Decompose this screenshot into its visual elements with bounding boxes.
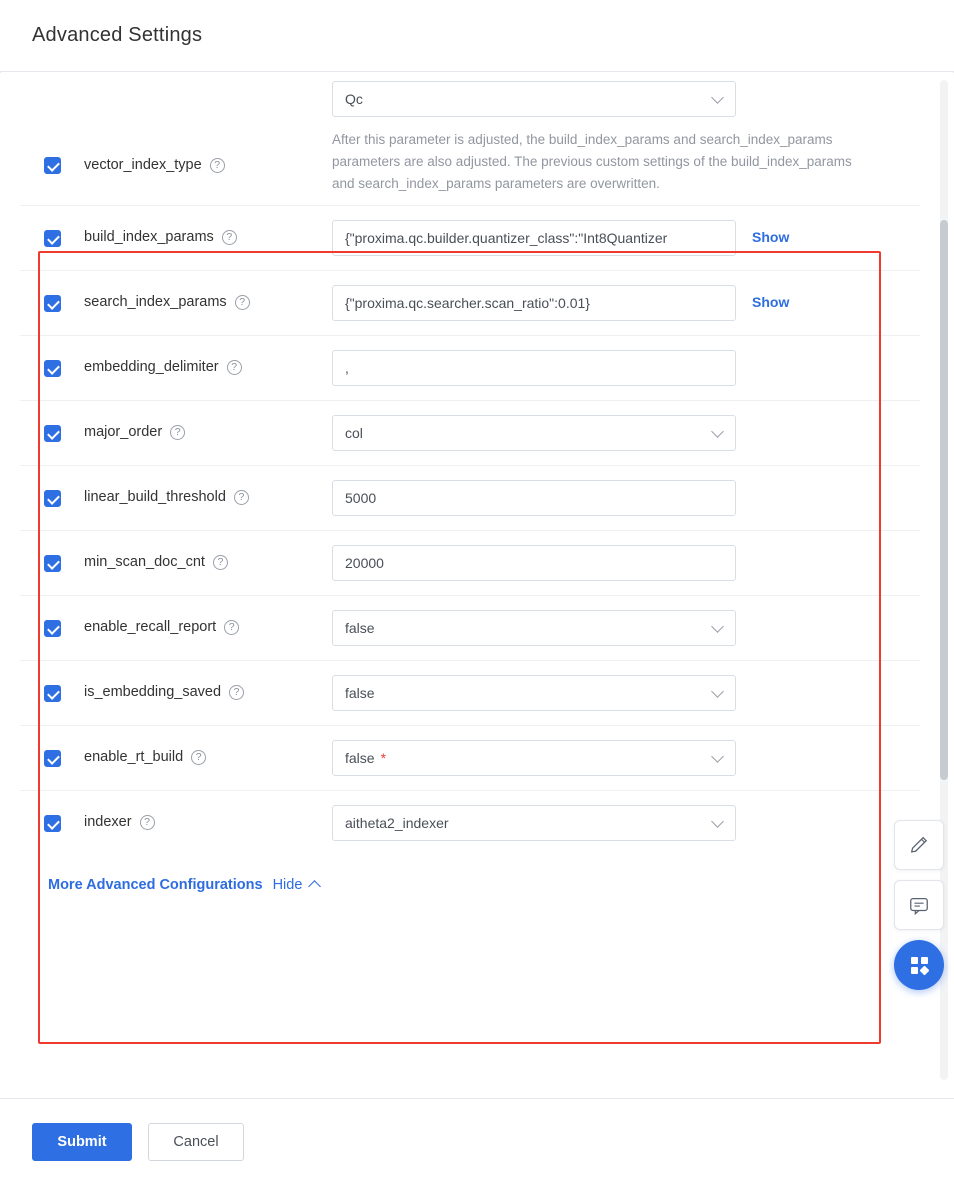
row-label-cell [84,415,332,440]
label-build-index-params: build_index_params [84,229,214,245]
row-checkbox-cell [20,545,84,572]
row-field-cell [332,805,920,841]
input-embedding-delimiter[interactable] [332,350,736,386]
chevron-down-icon [711,91,724,104]
row-label-cell [84,480,332,505]
row-field-cell [332,675,920,711]
row-checkbox-cell [20,81,84,174]
cancel-button[interactable]: Cancel [148,1123,244,1161]
row-field-cell [332,81,920,195]
input-value: {"proxima.qc.searcher.scan_ratio":0.01} [345,295,590,311]
label-enable-recall-report: enable_recall_report [84,619,217,635]
row-checkbox-cell [20,220,84,247]
row-checkbox-cell [20,480,84,507]
help-icon[interactable]: ? [222,230,237,245]
form-row-enable-rt-build [20,726,920,791]
chevron-down-icon [711,425,724,438]
row-label-cell [84,545,332,570]
row-label-cell [84,285,332,310]
row-checkbox-cell [20,610,84,637]
label-vector-index-type: vector_index_type [84,157,202,173]
select-value: Qc [345,91,363,107]
help-icon[interactable]: ? [210,158,225,173]
settings-form [20,73,920,899]
input-linear-build-threshold[interactable] [332,480,736,516]
row-field-cell [332,740,920,776]
row-checkbox-cell [20,350,84,377]
select-value: col [345,425,363,441]
input-min-scan-doc-cnt[interactable] [332,545,736,581]
select-vector-index-type[interactable] [332,81,736,117]
help-icon[interactable]: ? [191,750,206,765]
input-value: 20000 [345,555,384,571]
chevron-down-icon [711,750,724,763]
page-title: Advanced Settings [32,24,203,46]
show-link-build-index-params[interactable]: Show [752,229,790,245]
form-row-enable-recall-report [20,596,920,661]
checkbox-enable-rt-build[interactable] [44,750,61,767]
row-field-cell [332,545,920,581]
apps-icon [911,957,928,974]
checkbox-build-index-params[interactable] [44,230,61,247]
label-min-scan-doc-cnt: min_scan_doc_cnt [84,554,205,570]
select-value: false [345,620,375,636]
form-row-min-scan-doc-cnt [20,531,920,596]
help-icon[interactable]: ? [227,360,242,375]
form-row-embedding-delimiter [20,336,920,401]
row-label-cell [84,220,332,245]
row-label-cell [84,81,332,173]
row-field-cell [332,415,920,451]
checkbox-vector-index-type[interactable] [44,157,61,174]
help-icon[interactable]: ? [229,685,244,700]
row-checkbox-cell [20,415,84,442]
feedback-icon [908,894,930,916]
row-label-cell [84,805,332,830]
form-row-linear-build-threshold [20,466,920,531]
row-checkbox-cell [20,675,84,702]
row-checkbox-cell [20,805,84,832]
label-indexer: indexer [84,814,132,830]
chevron-down-icon [711,620,724,633]
label-is-embedding-saved: is_embedding_saved [84,684,222,700]
row-field-cell [332,285,920,321]
help-icon[interactable]: ? [170,425,185,440]
select-value: aitheta2_indexer [345,815,449,831]
checkbox-min-scan-doc-cnt[interactable] [44,555,61,572]
row-label-cell [84,350,332,375]
hide-toggle-link[interactable]: Hide [272,877,303,893]
label-embedding-delimiter: embedding_delimiter [84,359,219,375]
dialog-body [0,73,954,1098]
help-icon[interactable]: ? [235,295,250,310]
pencil-icon [908,834,930,856]
dialog-footer [0,1098,954,1184]
input-value: , [345,360,349,376]
select-enable-recall-report[interactable] [332,610,736,646]
form-row-vector-index-type [20,73,920,206]
show-link-search-index-params[interactable]: Show [752,294,790,310]
floating-side-widgets [892,820,946,990]
checkbox-enable-recall-report[interactable] [44,620,61,637]
form-row-major-order [20,401,920,466]
help-icon[interactable]: ? [213,555,228,570]
input-build-index-params[interactable] [332,220,736,256]
checkbox-indexer[interactable] [44,815,61,832]
apps-icon-button[interactable] [894,940,944,990]
row-checkbox-cell [20,740,84,767]
row-label-cell [84,675,332,700]
form-row-build-index-params [20,206,920,271]
select-indexer[interactable] [332,805,736,841]
help-icon[interactable]: ? [234,490,249,505]
select-value: false [345,750,375,766]
form-row-search-index-params [20,271,920,336]
description-vector-index-type: After this parameter is adjusted, the build_index_params and search_index_params parameters are also adjusted. The previous custom settings of the build_index_params and search_index_params parameters are overwritten. [332,132,852,191]
dialog-header [0,0,954,72]
form-row-is-embedding-saved [20,661,920,726]
more-advanced-configurations-link[interactable]: More Advanced Configurations [48,877,263,893]
form-row-indexer [20,791,920,855]
select-enable-rt-build[interactable] [332,740,736,776]
chevron-up-icon[interactable] [309,880,322,893]
checkbox-embedding-delimiter[interactable] [44,360,61,377]
checkbox-is-embedding-saved[interactable] [44,685,61,702]
input-search-index-params[interactable] [332,285,736,321]
help-icon[interactable]: ? [140,815,155,830]
chevron-down-icon [711,815,724,828]
row-field-cell [332,220,920,256]
label-search-index-params: search_index_params [84,294,227,310]
input-value: {"proxima.qc.builder.quantizer_class":"Int8Quantizer [345,230,668,246]
label-enable-rt-build: enable_rt_build [84,749,184,765]
feedback-icon-button[interactable] [894,880,944,930]
checkbox-major-order[interactable] [44,425,61,442]
scroll-gutter [948,146,954,1098]
row-label-cell [84,610,332,635]
row-label-cell [84,740,332,765]
input-value: 5000 [345,490,377,506]
label-linear-build-threshold: linear_build_threshold [84,489,226,505]
row-field-cell [332,480,920,516]
row-field-cell [332,610,920,646]
select-is-embedding-saved[interactable] [332,675,736,711]
pencil-icon-button[interactable] [894,820,944,870]
select-major-order[interactable] [332,415,736,451]
select-value: false [345,685,375,701]
checkbox-linear-build-threshold[interactable] [44,490,61,507]
checkbox-search-index-params[interactable] [44,295,61,312]
row-field-cell [332,350,920,386]
label-major-order: major_order [84,424,163,440]
row-checkbox-cell [20,285,84,312]
required-marker: * [380,750,387,766]
more-advanced-configurations-row [20,855,920,899]
submit-button[interactable]: Submit [32,1123,132,1161]
chevron-down-icon [711,685,724,698]
vertical-scrollbar-thumb[interactable] [940,220,948,780]
help-icon[interactable]: ? [224,620,239,635]
